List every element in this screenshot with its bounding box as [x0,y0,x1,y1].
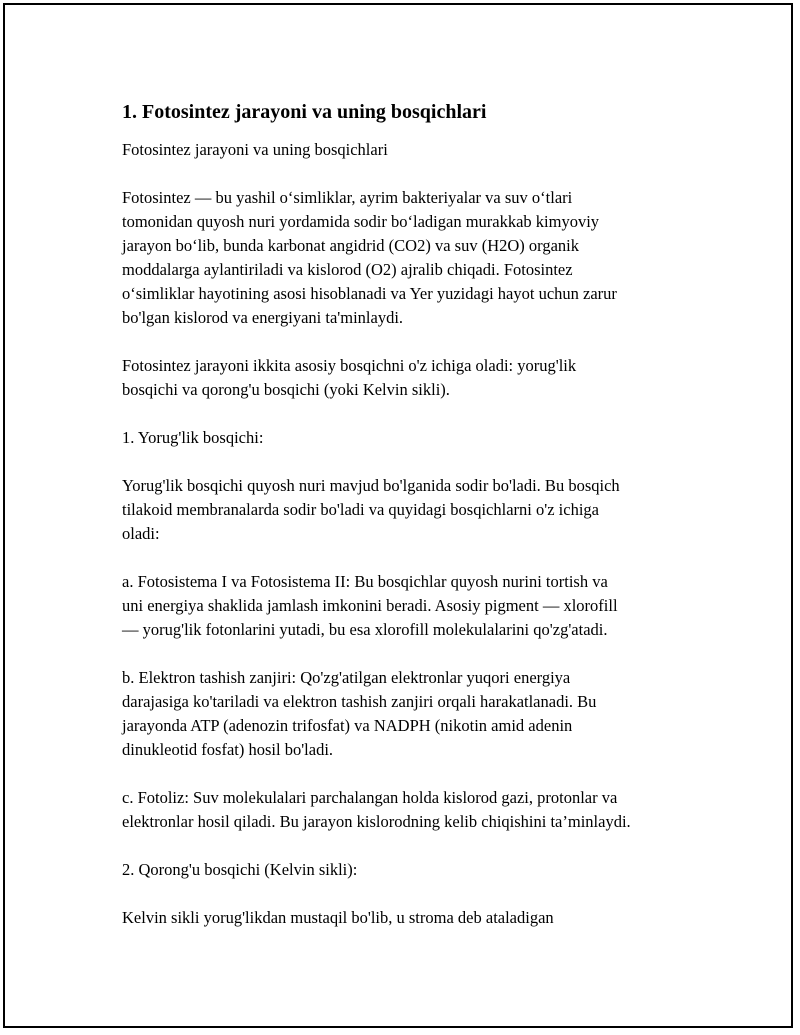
text-line: bosqichi va qorong'u bosqichi (yoki Kelvin sikli). [122,380,450,399]
document-title: 1. Fotosintez jarayoni va uning bosqichlari [122,101,487,123]
text-line: tomonidan quyosh nuri yordamida sodir bo‘ladigan murakkab kimyoviy [122,212,600,231]
paragraph-list [122,138,722,930]
text-line: Yorug'lik bosqichi quyosh nuri mavjud bo'lganida sodir bo'ladi. Bu bosqich [122,476,620,495]
text-line: a. Fotosistema I va Fotosistema II: Bu bosqichlar quyosh nurini tortish va [122,572,608,591]
document-body [122,98,722,954]
text-line: darajasiga ko'tariladi va elektron tashish zanjiri orqali harakatlanadi. Bu [122,692,597,711]
paragraph [122,426,722,450]
document-page [3,3,793,1028]
text-line: Fotosintez — bu yashil o‘simliklar, ayrim bakteriyalar va suv o‘tlari [122,188,573,207]
text-line: tilakoid membranalarda sodir bo'ladi va quyidagi bosqichlarni o'z ichiga [122,500,599,519]
text-line: Kelvin sikli yorug'likdan mustaqil bo'lib, u stroma deb ataladigan [122,908,554,927]
text-line: dinukleotid fosfat) hosil bo'ladi. [122,740,334,759]
text-line: o‘simliklar hayotining asosi hisoblanadi va Yer yuzidagi hayot uchun zarur [122,284,617,303]
paragraph [122,786,722,834]
text-line: c. Fotoliz: Suv molekulalari parchalangan holda kislorod gazi, protonlar va [122,788,618,807]
paragraph [122,138,722,162]
text-line: 1. Yorug'lik bosqichi: [122,428,264,447]
text-line: moddalarga aylantiriladi va kislorod (O2) ajralib chiqadi. Fotosintez [122,260,573,279]
paragraph [122,570,722,642]
paragraph [122,354,722,402]
text-line: Fotosintez jarayoni va uning bosqichlari [122,140,388,159]
text-line: — yorug'lik fotonlarini yutadi, bu esa xlorofill molekulalarini qo'zg'atadi. [122,620,608,639]
text-line: bo'lgan kislorod va energiyani ta'minlaydi. [122,308,404,327]
paragraph [122,858,722,882]
paragraph [122,186,722,330]
text-line: oladi: [122,524,160,543]
text-line: uni energiya shaklida jamlash imkonini beradi. Asosiy pigment — xlorofill [122,596,618,615]
paragraph [122,666,722,762]
text-line: b. Elektron tashish zanjiri: Qo'zg'atilgan elektronlar yuqori energiya [122,668,571,687]
text-line: elektronlar hosil qiladi. Bu jarayon kislorodning kelib chiqishini ta’minlaydi. [122,812,631,831]
text-line: 2. Qorong'u bosqichi (Kelvin sikli): [122,860,358,879]
text-line: Fotosintez jarayoni ikkita asosiy bosqichni o'z ichiga oladi: yorug'lik [122,356,577,375]
paragraph [122,906,722,930]
text-line: jarayonda ATP (adenozin trifosfat) va NADPH (nikotin amid adenin [122,716,573,735]
text-line: jarayon bo‘lib, bunda karbonat angidrid (CO2) va suv (H2O) organik [122,236,580,255]
paragraph [122,474,722,546]
